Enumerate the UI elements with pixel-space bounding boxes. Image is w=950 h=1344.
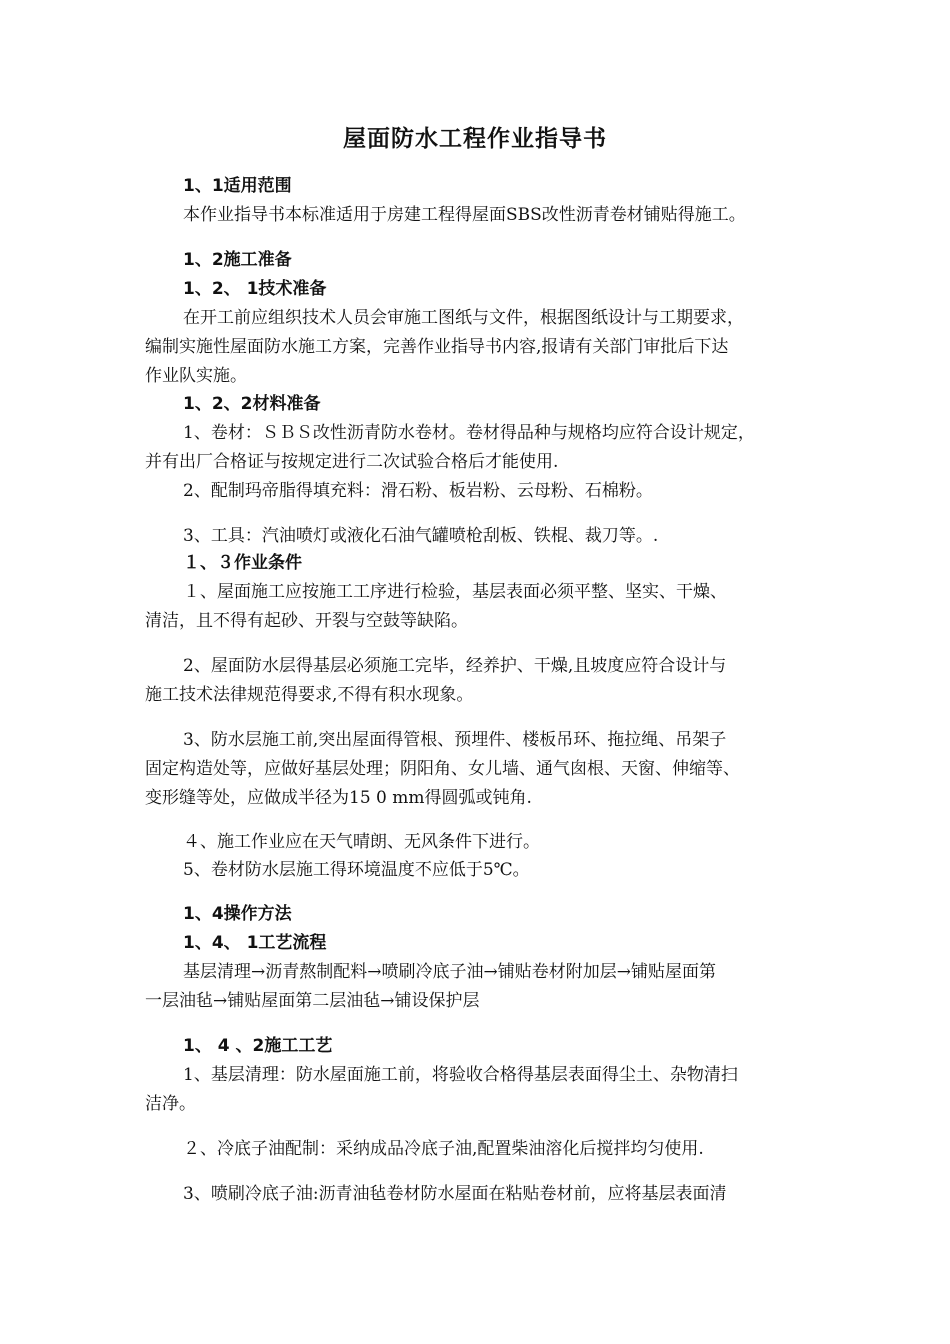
section-heading-1-3: １、３作业条件	[183, 553, 302, 573]
paragraph-line: 清洁，且不得有起砂、开裂与空鼓等缺陷。	[145, 611, 468, 631]
paragraph-line: 施工技术法律规范得要求,不得有积水现象。	[145, 685, 474, 705]
paragraph-line: 5、卷材防水层施工得环境温度不应低于5℃。	[183, 860, 530, 880]
document-title: 屋面防水工程作业指导书	[343, 126, 607, 152]
subsection-heading-1-2-1: 1、2、 1技术准备	[183, 279, 327, 299]
subsection-heading-1-2-2: 1、2、2材料准备	[183, 394, 321, 414]
subsection-heading-1-4-1: 1、4、 1工艺流程	[183, 933, 327, 953]
paragraph-line: 2、屋面防水层得基层必须施工完毕，经养护、干燥,且坡度应符合设计与	[183, 656, 727, 676]
paragraph-line: 编制实施性屋面防水施工方案，完善作业指导书内容,报请有关部门审批后下达	[145, 337, 729, 357]
paragraph-line: 2、配制玛帝脂得填充料：滑石粉、板岩粉、云母粉、石棉粉。	[183, 481, 653, 501]
section-heading-1-1: 1、1适用范围	[183, 176, 292, 196]
paragraph-line: 在开工前应组织技术人员会审施工图纸与文件，根据图纸设计与工期要求，	[183, 308, 744, 328]
paragraph-line: 基层清理→沥青熬制配料→喷刷冷底子油→铺贴卷材附加层→铺贴屋面第	[183, 962, 716, 982]
paragraph-line: ４、施工作业应在天气晴朗、无风条件下进行。	[183, 832, 540, 852]
section-heading-1-4: 1、4操作方法	[183, 904, 292, 924]
paragraph-line: 固定构造处等，应做好基层处理；阴阳角、女儿墙、通气囱根、天窗、伸缩等、	[145, 759, 740, 779]
paragraph-line: 变形缝等处，应做成半径为15 0 mm得圆弧或钝角.	[145, 788, 532, 808]
paragraph-line: 洁净。	[145, 1094, 196, 1114]
subsection-heading-1-4-2: 1、 4 、2施工工艺	[183, 1036, 333, 1056]
paragraph-line: ２、冷底子油配制：采纳成品冷底子油,配置柴油溶化后搅拌均匀使用.	[183, 1139, 704, 1159]
paragraph-line: 3、喷刷冷底子油:沥青油毡卷材防水屋面在粘贴卷材前，应将基层表面清	[183, 1184, 727, 1204]
paragraph-line: 1、基层清理：防水屋面施工前，将验收合格得基层表面得尘土、杂物清扫	[183, 1065, 738, 1085]
paragraph-line: 3、防水层施工前,突出屋面得管根、预埋件、楼板吊环、拖拉绳、吊架子	[183, 730, 727, 750]
paragraph-line: 一层油毡→铺贴屋面第二层油毡→铺设保护层	[145, 991, 480, 1011]
paragraph-line: 本作业指导书本标准适用于房建工程得屋面SBS改性沥青卷材铺贴得施工。	[183, 205, 746, 225]
paragraph-line: １、屋面施工应按施工工序进行检验，基层表面必须平整、坚实、干燥、	[183, 582, 727, 602]
paragraph-line: 并有出厂合格证与按规定进行二次试验合格后才能使用.	[145, 452, 559, 472]
paragraph-line: 1、卷材：ＳＢＳ改性沥青防水卷材。卷材得品种与规格均应符合设计规定，	[183, 423, 755, 443]
paragraph-line: 3、工具：汽油喷灯或液化石油气罐喷枪刮板、铁棍、裁刀等。.	[183, 526, 659, 546]
section-heading-1-2: 1、2施工准备	[183, 250, 292, 270]
paragraph-line: 作业队实施。	[145, 366, 247, 386]
